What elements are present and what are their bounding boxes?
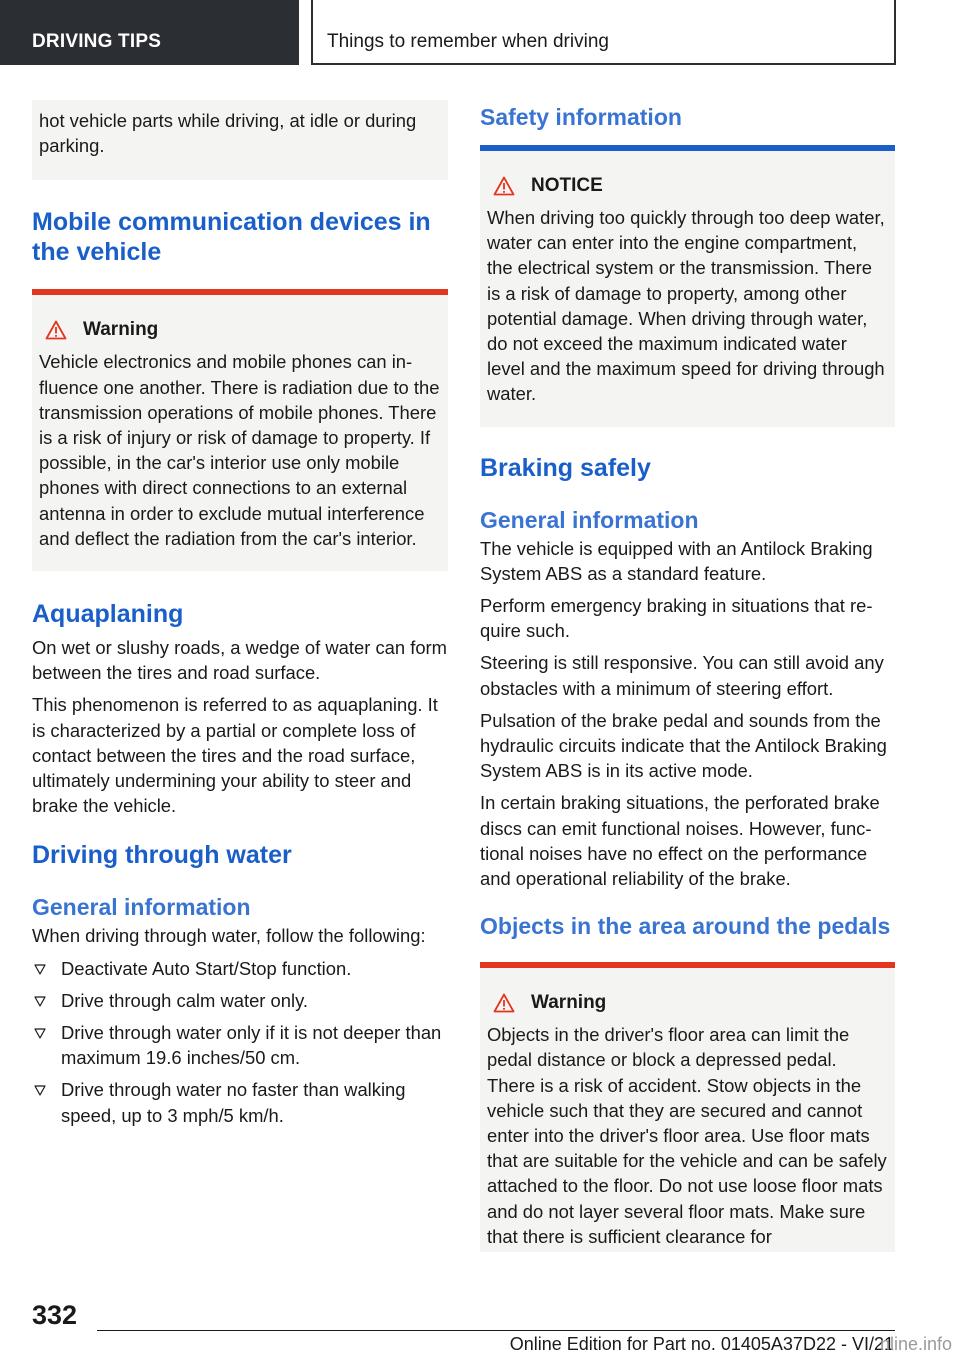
mobile-heading: Mobile communication devices in the vehicle — [32, 208, 431, 267]
chapter-title: Things to remember when driving — [311, 0, 896, 65]
warning-text: Objects in the driver's floor area can limit the pedal distance or block a depressed pedal. There is a risk of accident. Stow objects in the vehicle such that they are secured and cannot enter into the driver's floor area. Use floor mats that are suitable for the vehicle and can be safely attached to the floor. Do not use loose floor mats and do not layer several floor mats. Make sure that there is sufficient clearance for — [487, 1024, 887, 1247]
warning-triangle-icon — [493, 176, 515, 196]
list-item: Drive through water no faster than walking speed, up to 3 mph/5 km/h. — [32, 1077, 448, 1127]
notice-text: When driving too quickly through too deep water, water can enter into the engine compartment, the electrical system or the transmission. There is a risk of damage to property, among other potential damage. When driving through water, do not exceed the maximum indicated water level and the maximum speed for driving through water. — [487, 207, 885, 405]
list-item: Drive through water only if it is not deeper than maximum 19.6 inches/50 cm. — [32, 1020, 448, 1070]
braking-p5: In certain braking situations, the perforated brake discs can emit functional noises. However, functional noises have no effect on the performance and operational reliability of the brake. — [480, 792, 880, 890]
water-list — [32, 956, 448, 1128]
continued-text: hot vehicle parts while driving, at idle or during parking. — [39, 110, 417, 157]
triangle-bullet-icon — [34, 964, 46, 975]
right-column — [480, 100, 895, 1252]
warning-text: Vehicle electronics and mobile phones can influence one another. There is radiation due to the transmission operations of mobile phones. There is a risk of injury or risk of damage to property. If possible, in the car's interior use only mobile phones with direct connections to an external antenna in order to exclude mutual interference and deflect the radiation from the car's interior. — [39, 351, 440, 549]
warning-title — [487, 992, 887, 1014]
page-number: 332 — [32, 1300, 78, 1330]
braking-p2: Perform emergency braking in situations that require such. — [480, 595, 873, 642]
triangle-bullet-icon — [34, 1085, 46, 1096]
safety-heading: Safety information — [480, 104, 682, 130]
braking-p3: Steering is still responsive. You can still avoid any obstacles with a minimum of steering effort. — [480, 652, 884, 699]
list-item: Deactivate Auto Start/Stop function. — [32, 956, 448, 981]
triangle-bullet-icon — [34, 996, 46, 1007]
aquaplaning-heading: Aquaplaning — [32, 600, 184, 629]
warning-label: Warning — [531, 992, 607, 1014]
notice-box — [480, 145, 895, 427]
warning-triangle-icon — [45, 320, 67, 340]
edition-text: Online Edition for Part no. 01405A37D22 - VI/21 — [509, 1334, 894, 1354]
pedals-warning-box — [480, 962, 895, 1252]
pedals-heading: Objects in the area around the pedals — [480, 913, 891, 940]
triangle-bullet-icon — [34, 1028, 46, 1039]
mobile-warning-box — [32, 289, 448, 571]
notice-label: NOTICE — [531, 175, 603, 196]
watermark-text: nline.info — [879, 1334, 952, 1354]
aquaplaning-p1: On wet or slushy roads, a wedge of water can form between the tires and road surface. — [32, 637, 448, 684]
aquaplaning-p2: This phenomenon is referred to as aquaplaning. It is characterized by a partial or complete loss of contact between the tires and the road surface, ultimately undermining your ability to steer and brake the vehicle. — [32, 694, 438, 817]
continued-box — [32, 100, 448, 180]
warning-triangle-icon — [493, 993, 515, 1013]
water-heading: Driving through water — [32, 841, 292, 870]
water-intro: When driving through water, follow the following: — [32, 925, 426, 947]
notice-title — [487, 175, 887, 197]
section-tab: DRIVING TIPS — [0, 0, 299, 65]
water-subheading: General information — [32, 894, 251, 921]
braking-p1: The vehicle is equipped with an Antilock Braking System ABS as a standard feature. — [480, 537, 873, 584]
braking-p4: Pulsation of the brake pedal and sounds from the hydraulic circuits indicate that the Antilock Braking System ABS is in its active mode. — [480, 709, 887, 782]
braking-subheading: General information — [480, 506, 699, 533]
warning-title — [39, 319, 440, 341]
warning-label: Warning — [83, 319, 159, 341]
list-item: Drive through calm water only. — [32, 988, 448, 1013]
footer-divider — [97, 1330, 895, 1331]
braking-heading: Braking safely — [480, 453, 651, 482]
left-column — [32, 100, 448, 1135]
